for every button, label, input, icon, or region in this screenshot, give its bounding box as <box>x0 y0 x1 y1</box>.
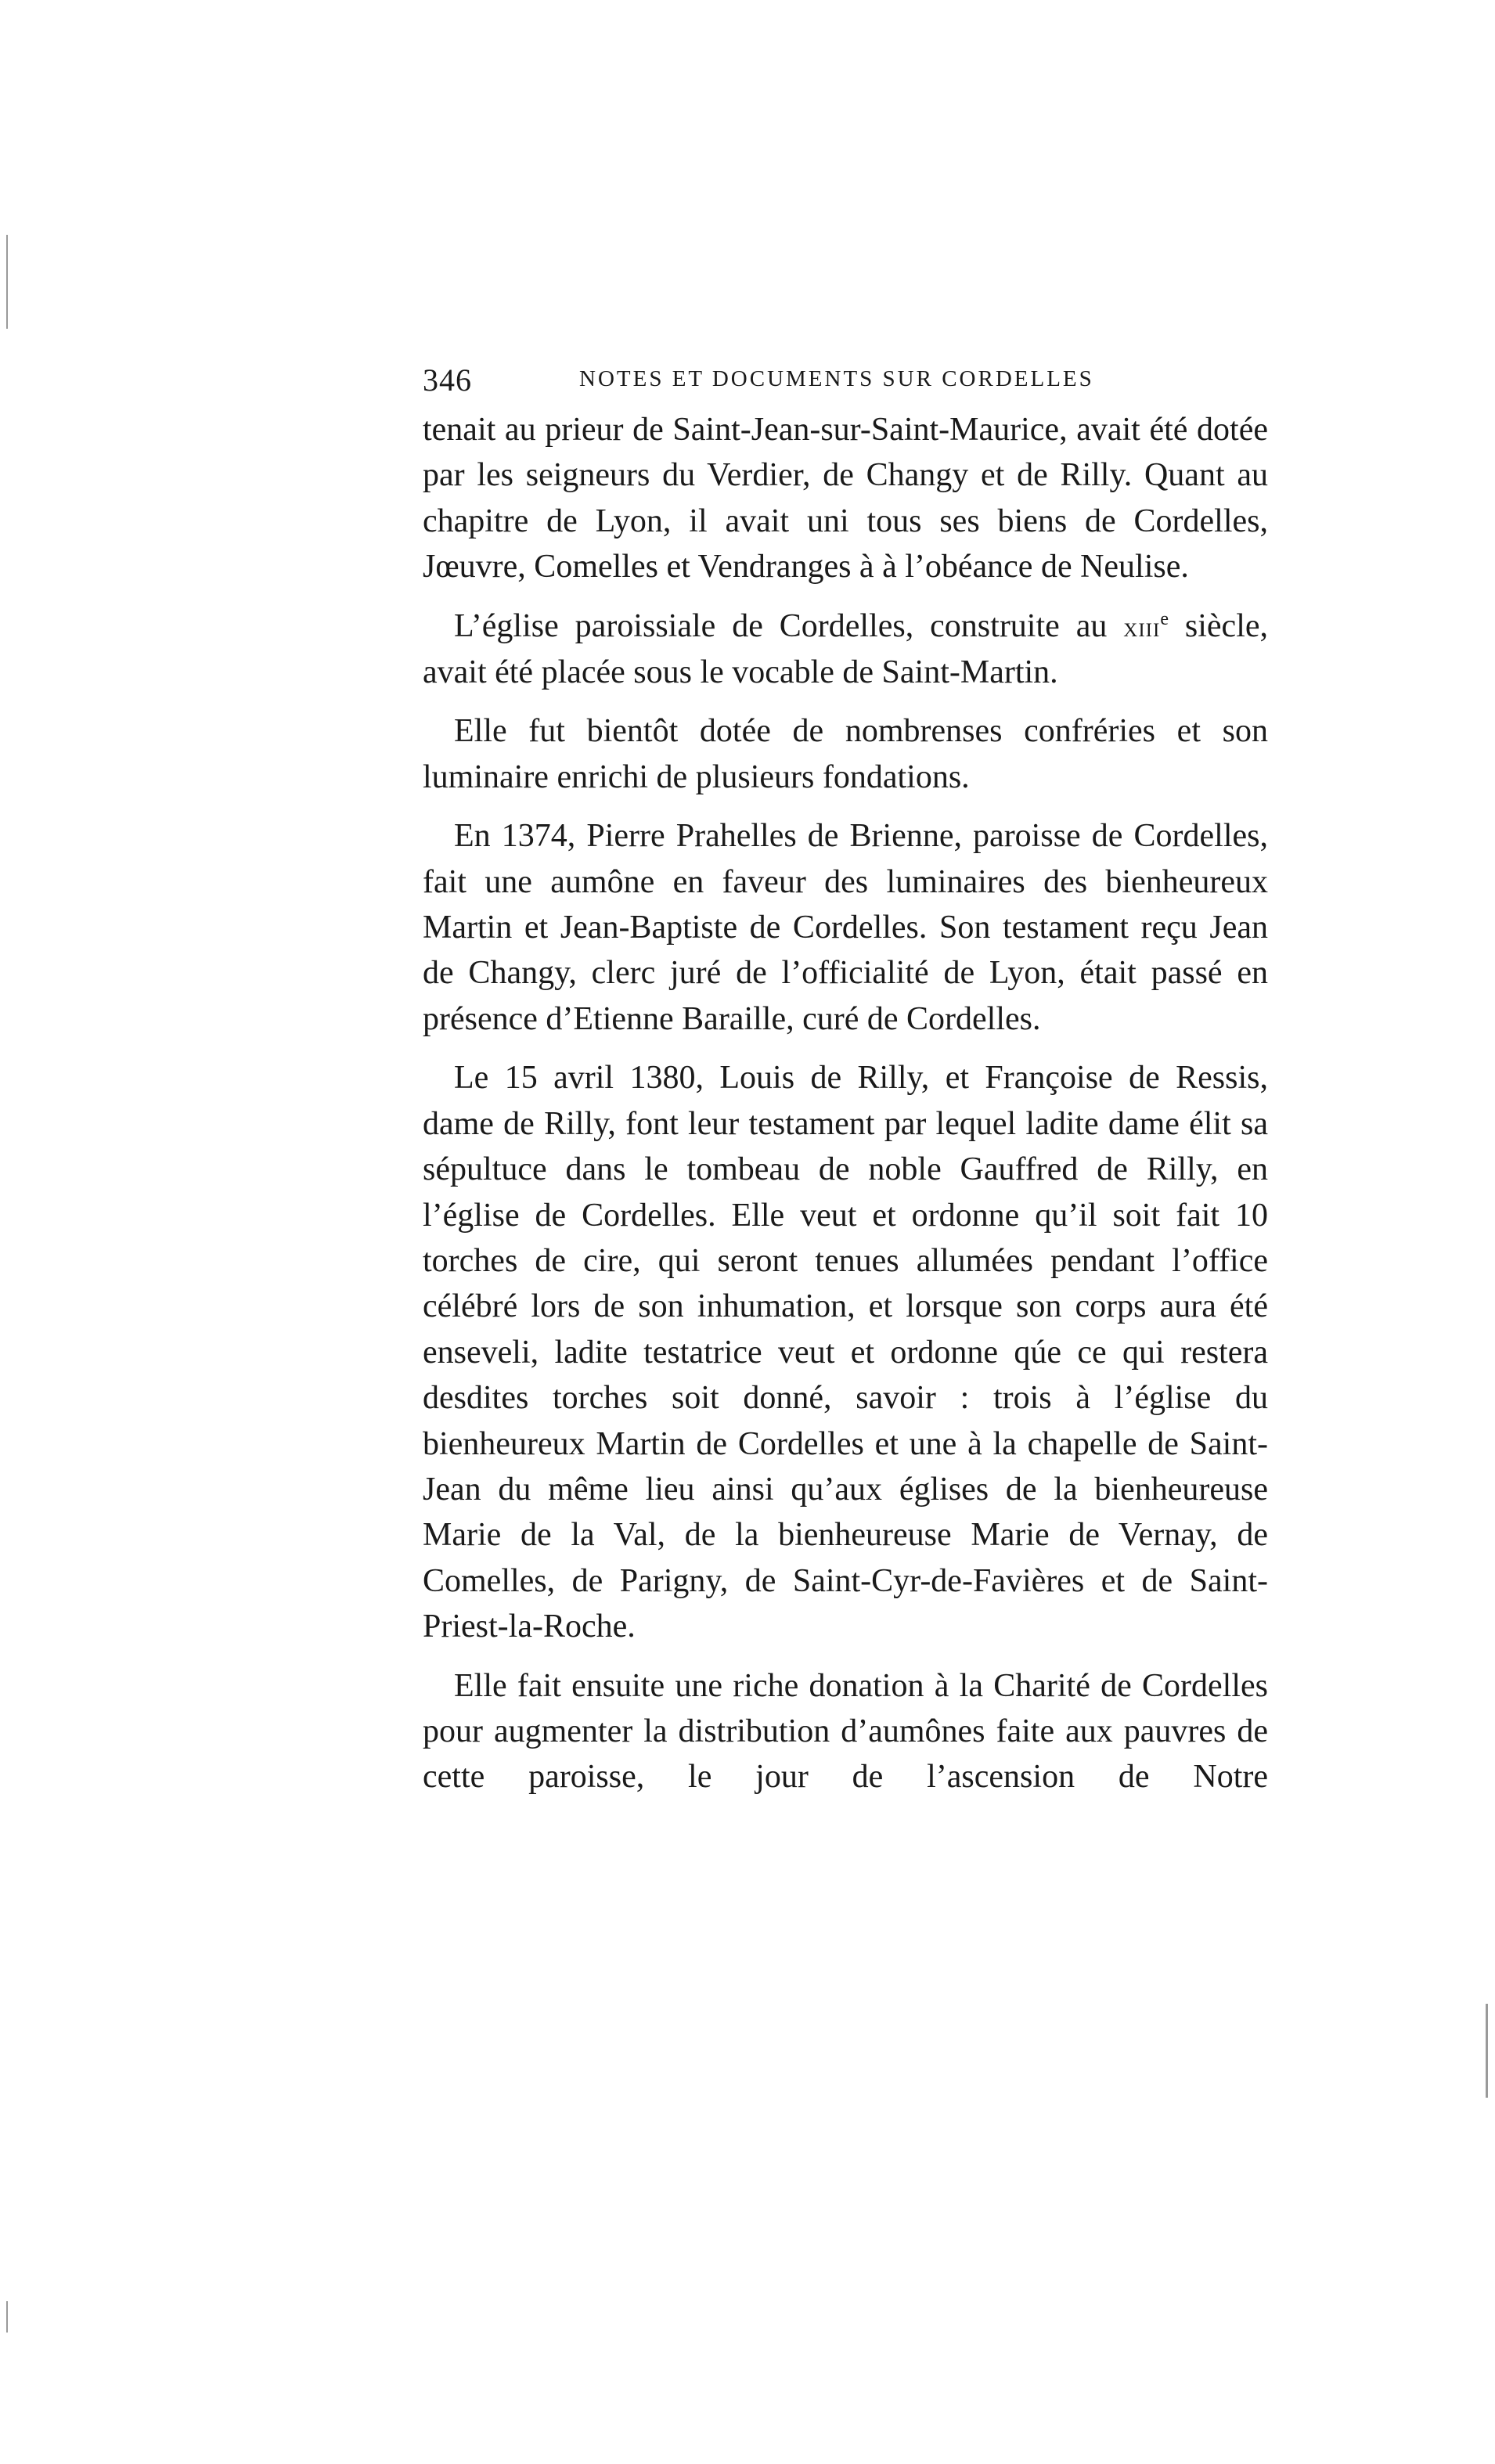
century-numeral: xiii <box>1123 611 1161 643</box>
paragraph-1380: Le 15 avril 1380, Louis de Rilly, et Françoise de Ressis, dame de Rilly, font leur testament par lequel ladite dame élit sa sépultuce dans le tombeau de noble Gauffred de Rilly, en l’église de Cordelles. Elle veut et ordonne qu’il soit fait 10 torches de cire, qui seront tenues allumées pendant l’office célébré lors de son inhumation, et lorsque son corps aura été enseveli, ladite testatrice veut et ordonne qúe ce qui restera desdites torches soit donné, savoir : trois à l’église du bienheureux Martin de Cordelles et une à la chapelle de Saint-Jean du même lieu ainsi qu’aux églises de la bienheureuse Marie de la Val, de la bienheureuse Marie de Vernay, de Comelles, de Parigny, de Saint-Cyr-de-Favières et de Saint-Priest-la-Roche. <box>423 1060 1268 1645</box>
scan-edge-mark <box>6 2301 8 2333</box>
paragraph-charite: Elle fait ensuite une riche donation à la Charité de Cordelles pour augmenter la distribution d’aumônes faite aux pauvres de cette paroisse, le jour de l’ascension de Notre <box>423 1667 1268 1796</box>
running-head <box>423 344 1268 407</box>
running-title: NOTES ET DOCUMENTS SUR CORDELLES <box>579 366 1094 391</box>
century-superscript: e <box>1160 608 1169 629</box>
body-text <box>423 407 1268 1800</box>
scan-edge-mark <box>1486 2004 1488 2098</box>
page-number: 346 <box>423 362 472 398</box>
church-text-after: siècle, avait été placée sous le vocable de Saint-Martin. <box>423 607 1269 691</box>
book-page <box>423 344 1268 1814</box>
church-text-before: L’église paroissiale de Cordelles, construite au <box>454 607 1124 644</box>
paragraph-church <box>423 603 1268 696</box>
scan-edge-mark <box>6 235 8 329</box>
paragraph-confreries: Elle fut bientôt dotée de nombrenses confréries et son luminaire enrichi de plusieurs fondations. <box>423 713 1268 795</box>
paragraph-continuation: tenait au prieur de Saint-Jean-sur-Saint-Maurice, avait été dotée par les seigneurs du Verdier, de Changy et de Rilly. Quant au chapitre de Lyon, il avait uni tous ses biens de Cordelles, Jœuvre, Comelles et Vendranges à à l’obéance de Neulise. <box>423 412 1268 585</box>
paragraph-1374: En 1374, Pierre Prahelles de Brienne, paroisse de Cordelles, fait une aumône en faveur des luminaires des bienheureux Martin et Jean-Baptiste de Cordelles. Son testament reçu Jean de Changy, clerc juré de l’officialité de Lyon, était passé en présence d’Etienne Baraille, curé de Cordelles. <box>423 818 1268 1037</box>
